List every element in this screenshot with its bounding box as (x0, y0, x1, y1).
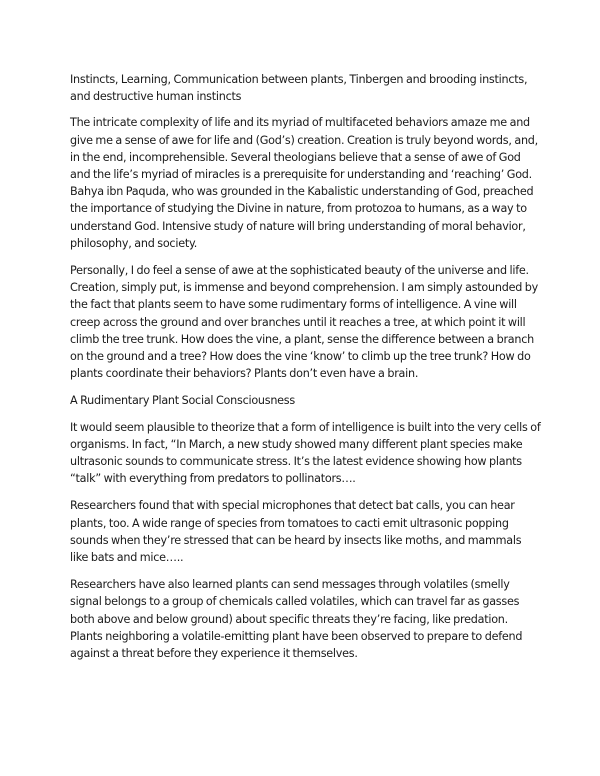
body-paragraph: The intricate complexity of life and its myriad of multifaceted behaviors amaze me and give me a sense of awe for life and (God’s) creation. Creation is truly beyond words, and, in the end, incomprehensible. Several theologians believe that a sense of awe of God and the life’s myriad of miracles is a prerequisite for understanding and ‘reaching’ God. Bahya ibn Paquda, who was grounded in the Kabalistic understanding of God, preached the importance of studying the Divine in nature, from protozoa to humans, as a way to understand God. Intensive study of nature will bring understanding of moral behavior, philosophy, and society. (70, 116, 538, 250)
body-paragraph: Researchers have also learned plants can send messages through volatiles (smelly signal belongs to a group of chemicals called volatiles, which can travel far as gasses both above and below ground) about specific threats they’re facing, like predation. Plants neighboring a volatile-emitting plant have been observed to prepare to defend against a threat before they experience it themselves. (70, 578, 523, 661)
document-body (70, 71, 542, 672)
document-title: Instincts, Learning, Communication between plants, Tinbergen and brooding instincts, and destructive human instincts (70, 73, 528, 104)
body-paragraph: It would seem plausible to theorize that a form of intelligence is built into the very cells of organisms. In fact, “In March, a new study showed many different plant species make ultrasonic sounds to communicate stress. It’s the latest evidence showing how plants “talk” with everything from predators to pollinators…. (70, 420, 541, 486)
section-heading: A Rudimentary Plant Social Consciousness (70, 394, 295, 408)
body-paragraph: Researchers found that with special microphones that detect bat calls, you can hear plants, too. A wide range of species from tomatoes to cacti emit ultrasonic popping sounds when they’re stressed that can be heard by insects like moths, and mammals like bats and mice….. (70, 499, 522, 565)
body-paragraph: Personally, I do feel a sense of awe at the sophisticated beauty of the universe and life. Creation, simply put, is immense and beyond comprehension. I am simply astounded by the fact that plants seem to have some rudimentary forms of intelligence. A vine will creep across the ground and over branches until it reaches a tree, at which point it will climb the tree trunk. How does the vine, a plant, sense the difference between a branch on the ground and a tree? How does the vine ‘know’ to climb up the tree trunk? How do plants coordinate their behaviors? Plants don’t even have a brain. (70, 264, 538, 381)
